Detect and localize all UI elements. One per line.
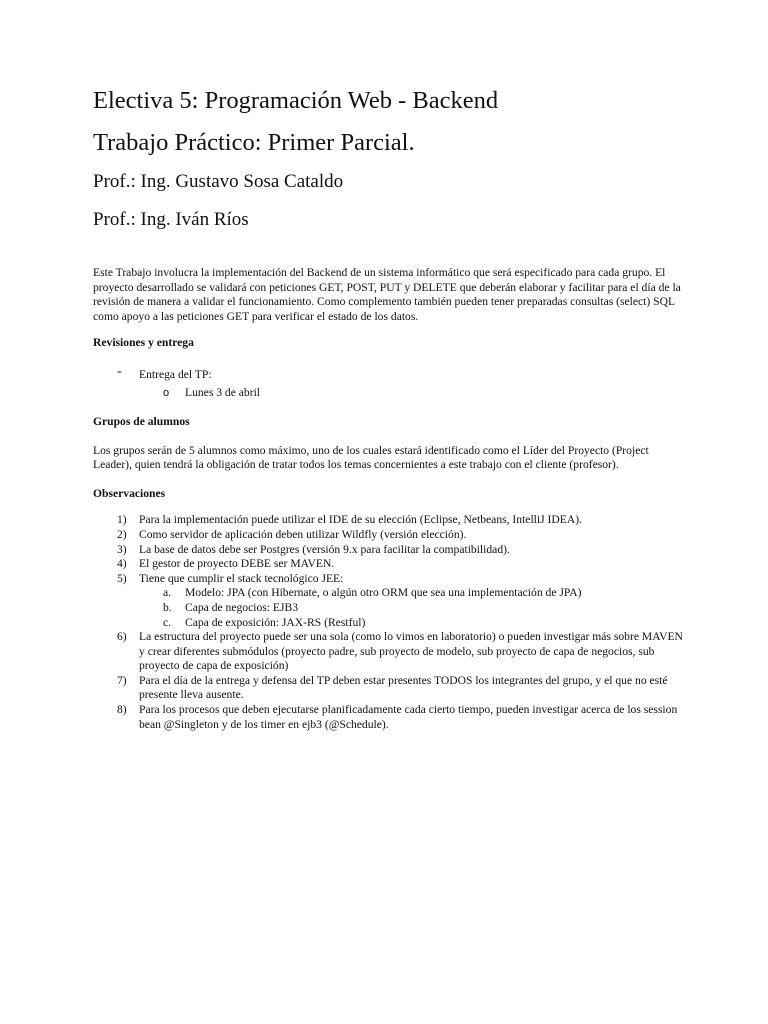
list-item-text: Entrega del TP: bbox=[139, 367, 212, 381]
sub-list-item bbox=[93, 386, 683, 401]
intro-paragraph: Este Trabajo involucra la implementación del Backend de un sistema informático que será especificado para cada grupo. El proyecto desarrollado se validará con peticiones GET, POST, PUT y DELETE que deberán elaborar y facilitar para el día de la revisión de manera a validar el funcionamiento. Como complemento también pueden tener preparadas consultas (select) SQL como apoyo a las peticiones GET para verificar el estado de los datos. bbox=[93, 266, 681, 323]
list-item bbox=[93, 363, 683, 383]
sub-list-item: c. Capa de exposición: JAX-RS (Restful) bbox=[163, 615, 366, 629]
sub-list-item-text: Lunes 3 de abril bbox=[185, 385, 261, 399]
revisiones-list bbox=[93, 363, 683, 401]
observaciones-list bbox=[93, 513, 683, 732]
document-subtitle: Trabajo Práctico: Primer Parcial. bbox=[93, 129, 415, 156]
list-item: 7) Para el día de la entrega y defensa del TP deben estar presentes TODOS los integrantes del grupo, y el que no esté presente lleva ausente. bbox=[117, 673, 668, 702]
professor-2: Prof.: Ing. Iván Ríos bbox=[93, 209, 249, 230]
circle-bullet-icon: o bbox=[163, 386, 170, 399]
grupos-paragraph: Los grupos serán de 5 alumnos como máximo, uno de los cuales estará identificado como el Líder del Proyecto (Project Leader), quien tendrá la obligación de tratar todos los temas concernientes a este trabajo con el cliente (profesor). bbox=[93, 443, 649, 472]
dash-bullet-icon: - bbox=[117, 363, 122, 379]
list-item: 4) El gestor de proyecto DEBE ser MAVEN. bbox=[117, 557, 335, 571]
list-item: 2) Como servidor de aplicación deben utilizar Wildfly (versión elección). bbox=[117, 527, 467, 541]
sub-list-item: b. Capa de negocios: EJB3 bbox=[163, 600, 299, 614]
section-heading-revisiones: Revisiones y entrega bbox=[93, 336, 194, 350]
list-item: 3) La base de datos debe ser Postgres (versión 9.x para facilitar la compatibilidad). bbox=[117, 542, 510, 556]
professor-1: Prof.: Ing. Gustavo Sosa Cataldo bbox=[93, 171, 344, 192]
document-page bbox=[93, 86, 683, 732]
document-title: Electiva 5: Programación Web - Backend bbox=[93, 87, 499, 114]
sub-list-item: a. Modelo: JPA (con Hibernate, o algún otro ORM que sea una implementación de JPA) bbox=[163, 586, 582, 600]
list-item: 8) Para los procesos que deben ejecutarse planificadamente cada cierto tiempo, pueden investigar acerca de los session bean @Singleton y de los timer en ejb3 (@Schedule). bbox=[117, 703, 678, 731]
list-item: 6) La estructura del proyecto puede ser una sola (como lo vimos en laboratorio) o pueden investigar más sobre MAVEN y crear diferentes submódulos (proyecto padre, sub proyecto de modelo, sub proyecto de capa de negocios, sub proyecto de capa de exposición) bbox=[117, 630, 683, 673]
section-heading-grupos: Grupos de alumnos bbox=[93, 414, 190, 428]
list-item: 5) Tiene que cumplir el stack tecnológico JEE: bbox=[117, 571, 344, 585]
list-item: 1) Para la implementación puede utilizar el IDE de su elección (Eclipse, Netbeans, IntelliJ IDEA). bbox=[117, 513, 582, 527]
section-heading-observaciones: Observaciones bbox=[93, 486, 166, 500]
